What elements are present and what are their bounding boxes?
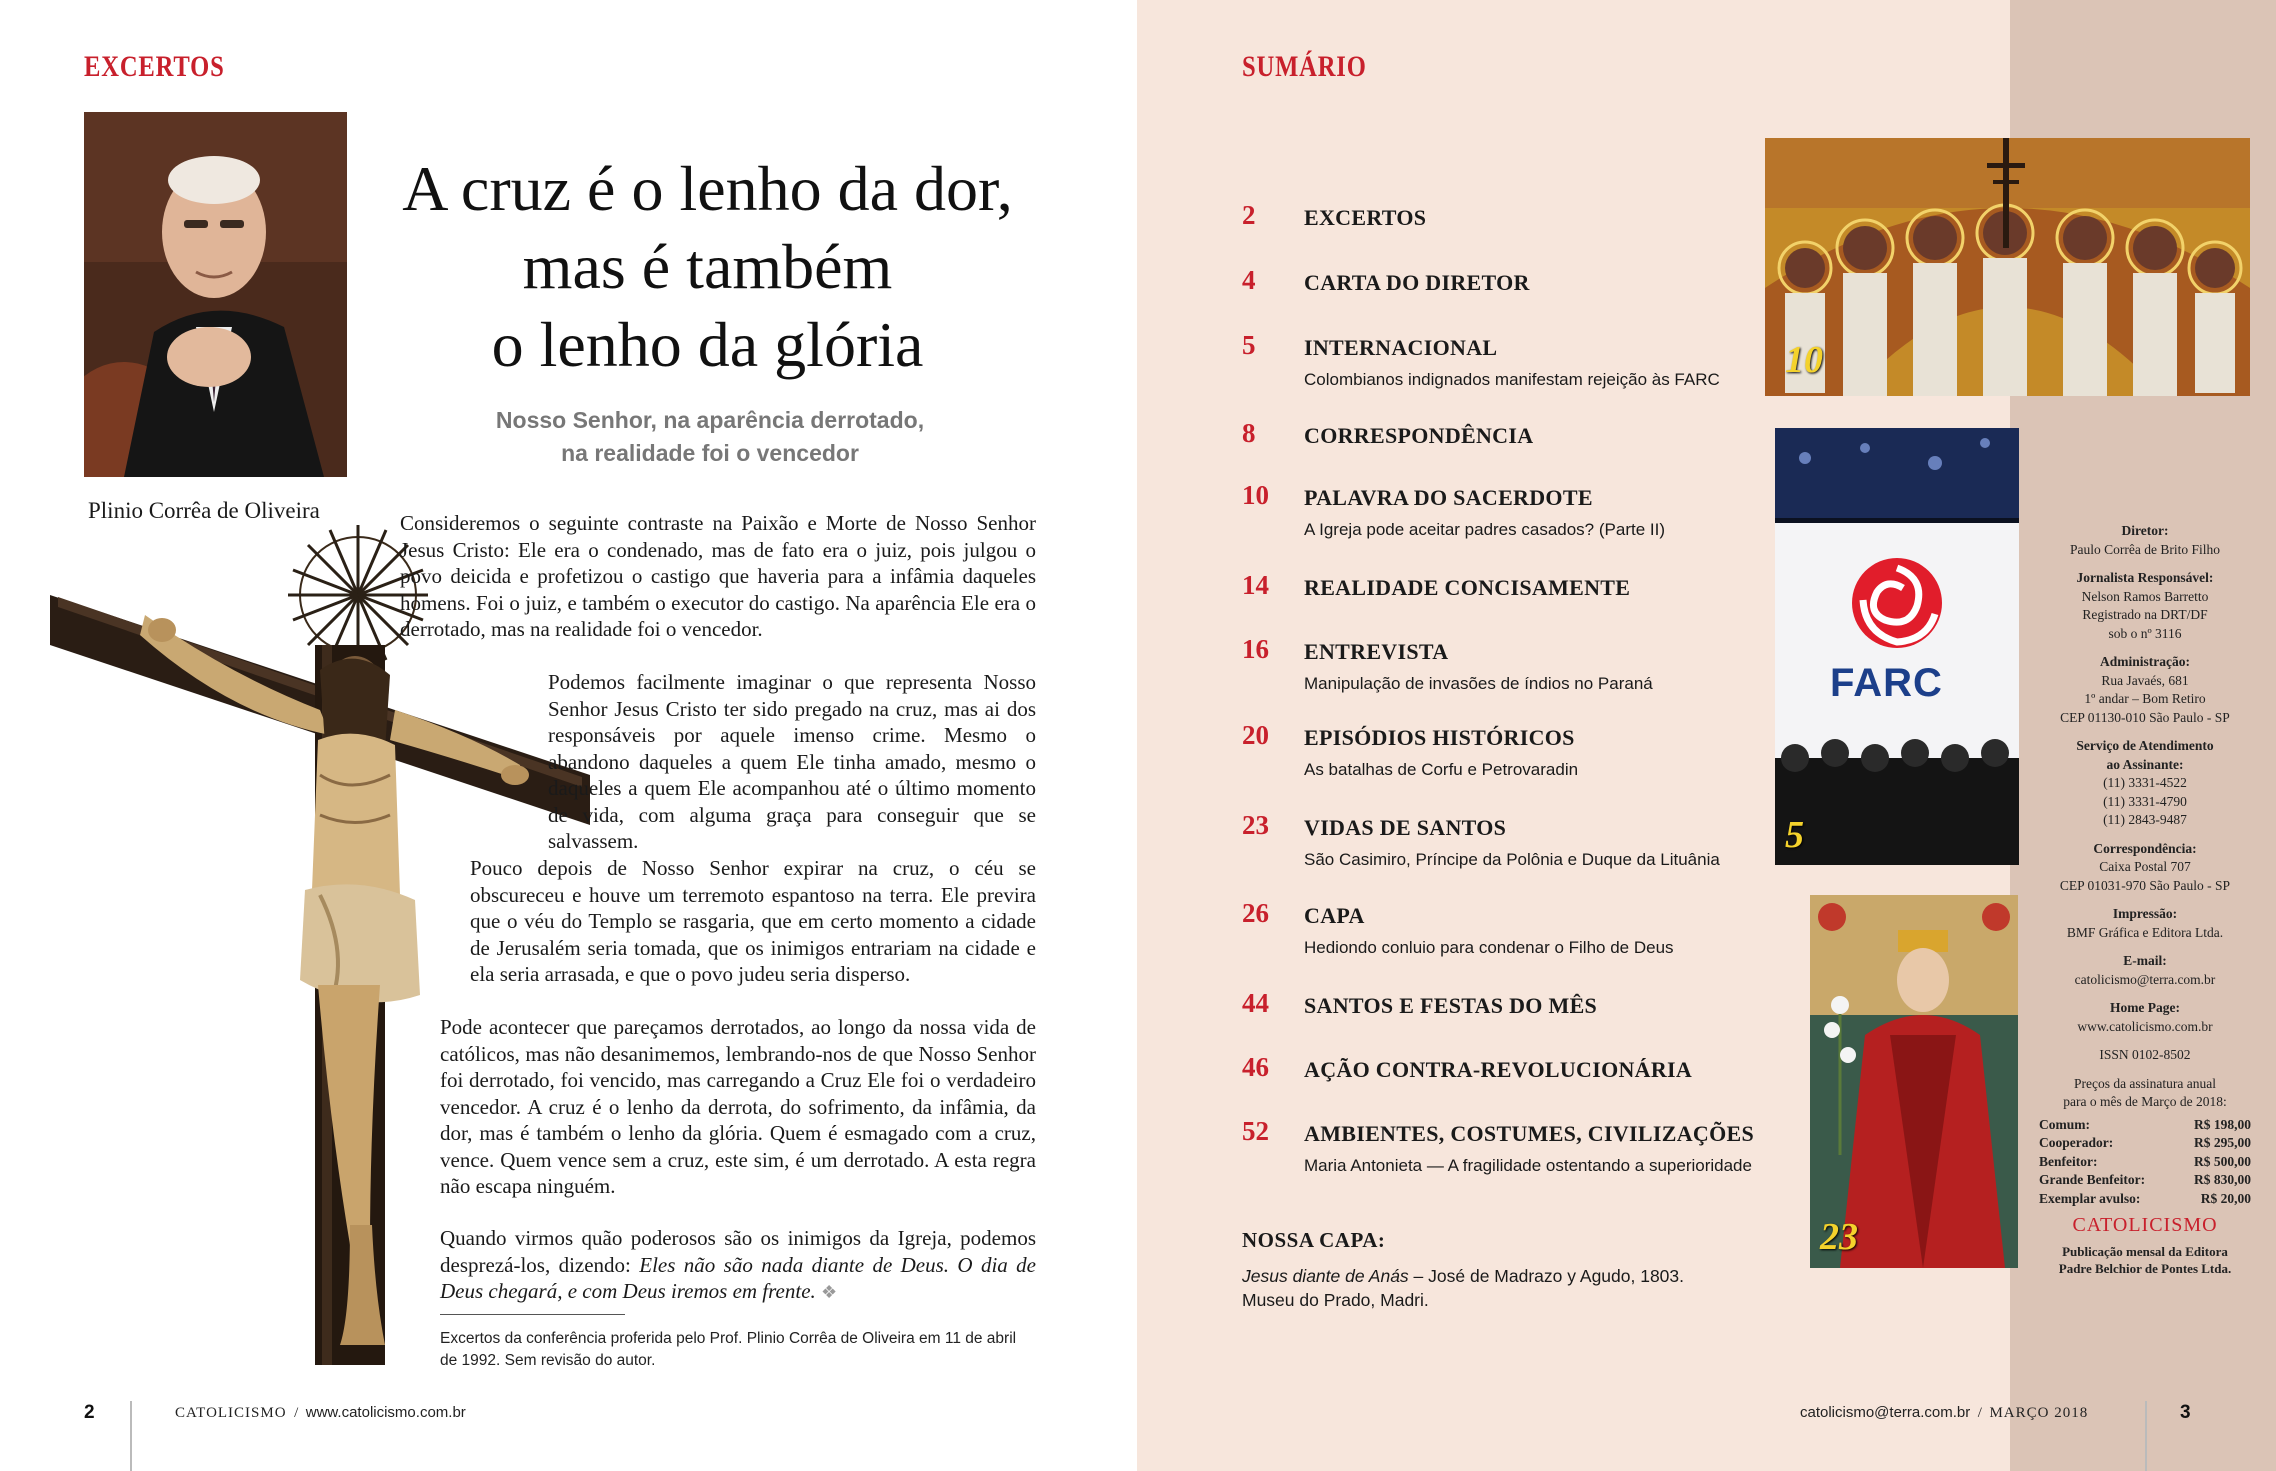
masthead-admin-line: Rua Javaés, 681 xyxy=(2101,672,2189,688)
body-para-3: Pouco depois de Nosso Senhor expirar na cruz, o céu se obscureceu e houve um terremoto espantoso na terra. Ele previra que o véu do Templo se rasgaria, que em certo momento a cidade de Jerusalém seria tomada, que os inimigos entrariam na cidade e ela seria arrasada, e que o povo judeu seria disperso. xyxy=(470,856,1036,986)
masthead-admin-line: CEP 01130-010 São Paulo - SP xyxy=(2060,709,2230,725)
masthead-service-label: ao Assinante: xyxy=(2106,756,2184,772)
masthead-phone: (11) 3331-4790 xyxy=(2103,793,2187,809)
section-label-sumario: SUMÁRIO xyxy=(1242,50,1367,83)
headline-line-1: A cruz é o lenho da dor, xyxy=(402,153,1013,224)
toc-title: CORRESPONDÊNCIA xyxy=(1304,423,1534,448)
price-value: R$ 500,00 xyxy=(2194,1153,2251,1169)
masthead-journalist-line: Registrado na DRT/DF xyxy=(2082,607,2208,622)
cover-label: NOSSA CAPA: xyxy=(1242,1228,1386,1252)
body-para-4: Pode acontecer que pareçamos derrotados, ao longo da nossa vida de católicos, mas não desanimemos, lembrando-nos de que Nosso Senhor foi derrotado, foi vencido, mas carregando a Cruz Ele foi o verdadeiro vencedor. A cruz é o lenho da derrota, do sofrimento, da infâmia, da dor, mas é também o lenho da glória. Quem é esmagado com a cruz, vence. Quem vence sem a cruz, este sim, é um derrotado. A esta regra não escapa ninguém. xyxy=(440,1015,1036,1198)
price-label: Grande Benfeitor: xyxy=(2039,1172,2146,1187)
end-mark-icon: ❖ xyxy=(821,1282,838,1302)
folio-left: 2 xyxy=(84,1402,95,1423)
toc-page-number: 20 xyxy=(1242,720,1269,750)
section-label-excertos: EXCERTOS xyxy=(84,50,225,83)
toc-subtitle: Maria Antonieta — A fragilidade ostentando a superioridade xyxy=(1304,1156,1752,1175)
masthead-prices-label: para o mês de Março de 2018: xyxy=(2063,1094,2227,1109)
masthead-prices-label: Preços da assinatura anual xyxy=(2073,1075,2217,1091)
price-value: R$ 20,00 xyxy=(2200,1190,2251,1206)
footnote-rule xyxy=(440,1314,625,1315)
price-row xyxy=(2039,1190,2251,1209)
masthead xyxy=(2022,522,2268,1277)
masthead-phone: (11) 3331-4522 xyxy=(2103,775,2187,790)
subhead xyxy=(440,404,980,470)
toc-title: AMBIENTES, COSTUMES, CIVILIZAÇÕES xyxy=(1304,1121,1755,1146)
headline-line-3: o lenho da glória xyxy=(491,309,924,380)
subhead-line-1: Nosso Senhor, na aparência derrotado, xyxy=(495,407,925,433)
masthead-email-label: E-mail: xyxy=(2123,953,2167,968)
toc-page-number: 52 xyxy=(1242,1116,1269,1146)
masthead-home-label: Home Page: xyxy=(2109,1000,2181,1015)
toc-title: AÇÃO CONTRA-REVOLUCIONÁRIA xyxy=(1304,1057,1693,1082)
toc-title: EPISÓDIOS HISTÓRICOS xyxy=(1304,725,1575,750)
toc-page-number: 46 xyxy=(1242,1052,1269,1082)
icon-image-number: 10 xyxy=(1785,339,1823,381)
toc-subtitle: As batalhas de Corfu e Petrovaradin xyxy=(1304,760,1579,779)
price-row xyxy=(2039,1153,2251,1172)
price-row xyxy=(2039,1134,2251,1153)
footer-email[interactable]: catolicismo@terra.com.br xyxy=(1800,1404,1971,1421)
toc-page-number: 26 xyxy=(1242,898,1269,928)
toc-title: ENTREVISTA xyxy=(1304,639,1449,664)
masthead-director-label: Diretor: xyxy=(2121,523,2169,538)
body-para-5-text: Quando virmos quão poderosos são os inimigos da Igreja, podemos desprezá-los, dizendo: xyxy=(440,1226,1036,1277)
price-value: R$ 830,00 xyxy=(2194,1172,2251,1187)
toc-page-number: 5 xyxy=(1242,330,1256,360)
footer-sep: / xyxy=(1977,1405,1982,1421)
folio-right: 3 xyxy=(2180,1402,2191,1423)
body-para-2: Podemos facilmente imaginar o que representa Nosso Senhor Jesus Cristo ter sido pregado na cruz, mas ai dos responsáveis por aquele imenso crime. Mesmo o abandono daqueles a quem Ele tinha amado, mesmo o daqueles a quem Ele acompanhou até o último momento de vida, com alguma graça para conseguir que se salvassem. xyxy=(548,670,1036,853)
masthead-admin-label: Administração: xyxy=(2100,654,2190,669)
toc-page-number: 23 xyxy=(1242,810,1269,840)
masthead-corresp-line: CEP 01031-970 São Paulo - SP xyxy=(2059,877,2231,893)
toc-page-number: 2 xyxy=(1242,200,1256,230)
masthead-journalist-line: sob o nº 3116 xyxy=(2108,625,2182,641)
toc-title: PALAVRA DO SACERDOTE xyxy=(1304,485,1593,510)
farc-logo-text: FARC xyxy=(1830,661,1943,705)
toc-page-number: 8 xyxy=(1242,418,1256,448)
headline-line-2: mas é também xyxy=(522,231,893,302)
footer-brand: CATOLICISMO xyxy=(175,1405,287,1421)
masthead-publisher: Publicação mensal da Editora xyxy=(2062,1243,2228,1259)
farc-image-number: 5 xyxy=(1785,814,1804,856)
toc-title: CARTA DO DIRETOR xyxy=(1304,270,1530,295)
masthead-corresp-line: Caixa Postal 707 xyxy=(2099,859,2191,874)
footer-right xyxy=(1800,1404,2088,1422)
masthead-director: Paulo Corrêa de Brito Filho xyxy=(2070,541,2220,557)
body-para-5 xyxy=(440,1225,1036,1306)
price-label: Comum: xyxy=(2039,1116,2090,1132)
price-value: R$ 295,00 xyxy=(2194,1135,2251,1150)
toc-page-number: 10 xyxy=(1242,480,1269,510)
toc-title: REALIDADE CONCISAMENTE xyxy=(1304,575,1631,600)
toc-subtitle: Colombianos indignados manifestam rejeição às FARC xyxy=(1304,370,1720,389)
price-row xyxy=(2039,1171,2251,1190)
price-table xyxy=(2039,1116,2251,1209)
body-para-1: Consideremos o seguinte contraste na Paixão e Morte de Nosso Senhor Jesus Cristo: Ele era o condenado, mas de fato era o juiz, pois julgou o povo deicida e profetizou o castigo que haveria para a infâmia daqueles homens. Foi o juiz, e também o executor do castigo. Na aparência Ele era o derrotado, mas na realidade foi o vencedor. xyxy=(400,511,1036,641)
footer-date: MARÇO 2018 xyxy=(1989,1405,2089,1421)
price-label: Exemplar avulso: xyxy=(2039,1190,2141,1206)
cover-description xyxy=(1242,1264,1684,1312)
footer-url[interactable]: www.catolicismo.com.br xyxy=(305,1404,466,1421)
icon-image xyxy=(1765,138,2250,396)
masthead-journalist-line: Nelson Ramos Barretto xyxy=(2081,588,2209,604)
folio-rule-right xyxy=(2145,1401,2147,1471)
toc-subtitle: São Casimiro, Príncipe da Polônia e Duque da Lituânia xyxy=(1304,850,1720,869)
footer-sep: / xyxy=(294,1405,299,1421)
body-para-5-italic: Eles não são nada diante de Deus. O dia de Deus chegará, e com Deus iremos em frente. xyxy=(440,1252,1036,1303)
folio-rule-left xyxy=(130,1401,132,1471)
masthead-admin-line: 1º andar – Bom Retiro xyxy=(2084,691,2206,706)
footer-left xyxy=(175,1404,466,1422)
price-label: Benfeitor: xyxy=(2039,1153,2098,1169)
masthead-home[interactable]: www.catolicismo.com.br xyxy=(2077,1018,2213,1034)
masthead-service-label: Serviço de Atendimento xyxy=(2076,738,2214,753)
toc-page-number: 4 xyxy=(1242,265,1256,295)
subhead-line-2: na realidade foi o vencedor xyxy=(561,440,859,466)
masthead-publisher: Padre Belchior de Pontes Ltda. xyxy=(2058,1260,2232,1276)
portrait-caption: Plinio Corrêa de Oliveira xyxy=(88,498,320,523)
saint-image xyxy=(1810,895,2018,1268)
toc-subtitle: A Igreja pode aceitar padres casados? (Parte II) xyxy=(1304,520,1665,539)
toc-page-number: 16 xyxy=(1242,634,1269,664)
masthead-brand: CATOLICISMO xyxy=(2072,1214,2218,1236)
masthead-issn: ISSN 0102-8502 xyxy=(2099,1047,2191,1062)
toc-title: INTERNACIONAL xyxy=(1304,335,1498,360)
toc-title: EXCERTOS xyxy=(1304,205,1427,230)
cover-title: Jesus diante de Anás xyxy=(1242,1266,1409,1286)
toc-page-number: 14 xyxy=(1242,570,1269,600)
price-label: Cooperador: xyxy=(2039,1135,2114,1150)
toc-title: SANTOS E FESTAS DO MÊS xyxy=(1304,993,1598,1018)
toc-title: CAPA xyxy=(1304,903,1365,928)
cover-credit: – José de Madrazo y Agudo, 1803. xyxy=(1408,1266,1685,1286)
price-row xyxy=(2039,1116,2251,1135)
masthead-journalist-label: Jornalista Responsável: xyxy=(2076,570,2214,585)
farc-image xyxy=(1775,428,2019,865)
cover-museum: Museu do Prado, Madri. xyxy=(1242,1290,1429,1310)
toc-subtitle: Hediondo conluio para condenar o Filho de Deus xyxy=(1304,938,1674,957)
headline xyxy=(375,150,1040,384)
masthead-print: BMF Gráfica e Editora Ltda. xyxy=(2066,924,2224,940)
footnote: Excertos da conferência proferida pelo Prof. Plinio Corrêa de Oliveira em 11 de abril de 1992. Sem revisão do autor. xyxy=(440,1330,1017,1369)
saint-image-number: 23 xyxy=(1820,1216,1858,1258)
toc-subtitle: Manipulação de invasões de índios no Paraná xyxy=(1304,674,1653,693)
masthead-print-label: Impressão: xyxy=(2112,906,2178,921)
toc-page-number: 44 xyxy=(1242,988,1269,1018)
masthead-corresp-label: Correspondência: xyxy=(2093,840,2197,856)
masthead-phone: (11) 2843-9487 xyxy=(2103,812,2187,827)
price-value: R$ 198,00 xyxy=(2194,1116,2251,1132)
portrait-photo xyxy=(84,112,347,477)
masthead-email[interactable]: catolicismo@terra.com.br xyxy=(2074,971,2216,987)
toc-title: VIDAS DE SANTOS xyxy=(1304,815,1507,840)
